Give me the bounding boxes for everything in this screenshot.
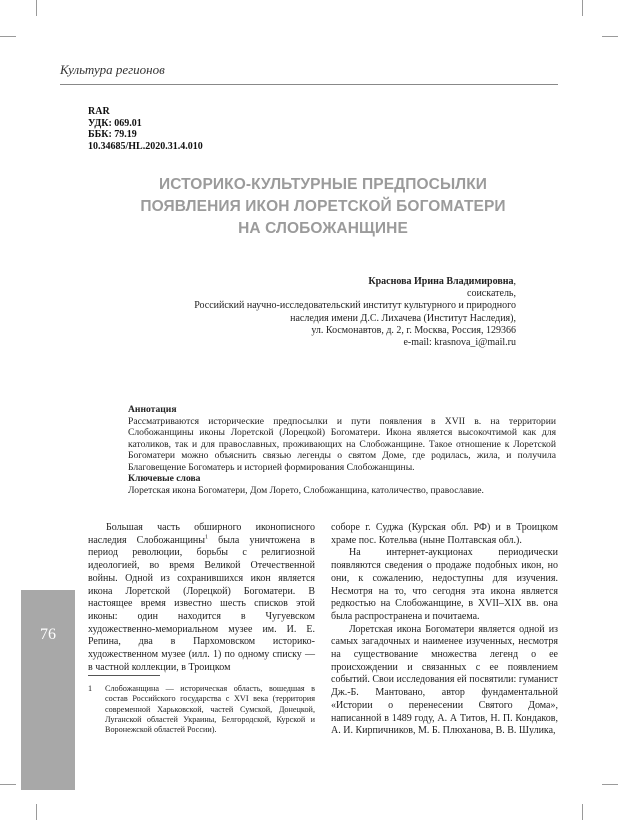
header-divider [60,84,558,85]
body-paragraph [88,522,315,674]
footnote-ref: 1 [205,534,208,541]
body-paragraph: соборе г. Суджа (Курская обл. РФ) и в Троицком храме пос. Котельва (ныне Полтавская обл.). [331,522,558,546]
author-address: ул. Космонавтов, д. 2, г. Москва, Россия, 129366 [311,324,516,336]
code-bbk: ББК: 79.19 [88,129,137,140]
keywords-label: Ключевые слова [128,473,201,484]
footnote [88,684,315,735]
keywords-text: Лоретская икона Богоматери, Дом Лорето, Слобожанщина, католичество, православие. [128,484,484,496]
body-text: Большая часть обширного иконописного наследия Слобожанщины [88,522,315,546]
body-column-left [88,522,315,674]
crop-mark [36,804,37,820]
author-institution: Российский научно-исследовательский институт культурного и природного [194,300,516,312]
author-position: соискатель, [467,288,516,300]
body-column-right [331,522,558,738]
classification-codes [88,106,203,152]
page-number-tab [21,590,75,790]
crop-mark [582,0,583,16]
abstract-label: Аннотация [128,404,177,415]
article-title [88,174,558,240]
title-line: НА СЛОБОЖАНЩИНЕ [238,220,408,237]
abstract-block [128,404,556,496]
code-udk: УДК: 069.01 [88,117,142,129]
crop-mark [36,0,37,16]
code-rar: RAR [88,106,110,117]
body-paragraph: На интернет-аукционах периодически появляются сведения о продаже подобных икон, но они, к сожалению, недоступны для изучения. Несмотря на то, что сегодня эта икона является редкостью на Слобожанщине, в XVII–XIX вв. она была распространена и почитаема. [331,547,558,622]
author-email: e-mail: krasnova_i@mail.ru [403,337,516,349]
title-line: ПОЯВЛЕНИЯ ИКОН ЛОРЕТСКОЙ БОГОМАТЕРИ [140,198,506,215]
running-head-section: Культура регионов [60,62,165,77]
body-paragraph: Лоретская икона Богоматери является одной из самых загадочных и наименее изученных, несмотря на существование множества легенд о ее происхождении и связанных с ее появлением событий. Свои исследования ей посвятили: гуманист Дж.-Б. Мантовано, автор фундаментальной «Истории о перенесении Святого Дома», написанной в 1489 году, А. А Титов, Н. П. Кондаков, А. И. Кирпичников, М. Б. Плюханова, В. В. Шулика, [331,623,558,737]
crop-mark [0,36,16,37]
footnote-number: 1 [88,684,93,693]
crop-mark [602,784,618,785]
author-name-line: Краснова Ирина Владимировна, [368,276,516,287]
author-name: Краснова Ирина Владимировна [368,276,514,287]
crop-mark [582,804,583,820]
footnote-divider [88,675,160,676]
author-block [100,276,516,349]
author-institution-cont: наследия имени Д.С. Лихачева (Институт Наследия), [290,312,516,324]
crop-mark [602,36,618,37]
page-number: 76 [40,626,56,643]
title-line: ИСТОРИКО-КУЛЬТУРНЫЕ ПРЕДПОСЫЛКИ [158,176,488,193]
crop-mark [0,784,16,785]
abstract-text: Рассматриваются исторические предпосылки и пути появления в XVII в. на территории Слобожанщины иконы Лоретской (Лорецкой) Богоматери. Икона является высокочтимой как для католиков, так и для православных, проживающих на Слобожанщине. Такое отношение к Лоретской Богоматери можно объяснить связью легенды о святом Доме, где родилась, жила, и получила Благовещение Богоматерь и историей формирования Слобожанщины. [128,415,556,473]
code-doi: 10.34685/HL.2020.31.4.010 [88,140,203,152]
footnote-text: Слобожанщина — историческая область, вошедшая в состав Российского государства с XVI века (территория современной Харьковской, частей Сумской, Донецкой, Луганской областей Украины, Белгородской, Курской и Воронежской областей России). [105,684,315,735]
body-text: была уничтожена в период революции, борьбы с религиозной идеологией, во время Великой Отечественной войны. Одной из сохранившихся икон является икона Лоретской (Лорецкой) Богоматери. В настоящее время известно шесть списков этой иконы: один находится в Чугуевском художественно-мемориальном музее им. И. Е. Репина, два в Пархомовском историко-художественном музее (илл. 1) по одному списку — в частной коллекции, в Троицком [88,534,316,673]
